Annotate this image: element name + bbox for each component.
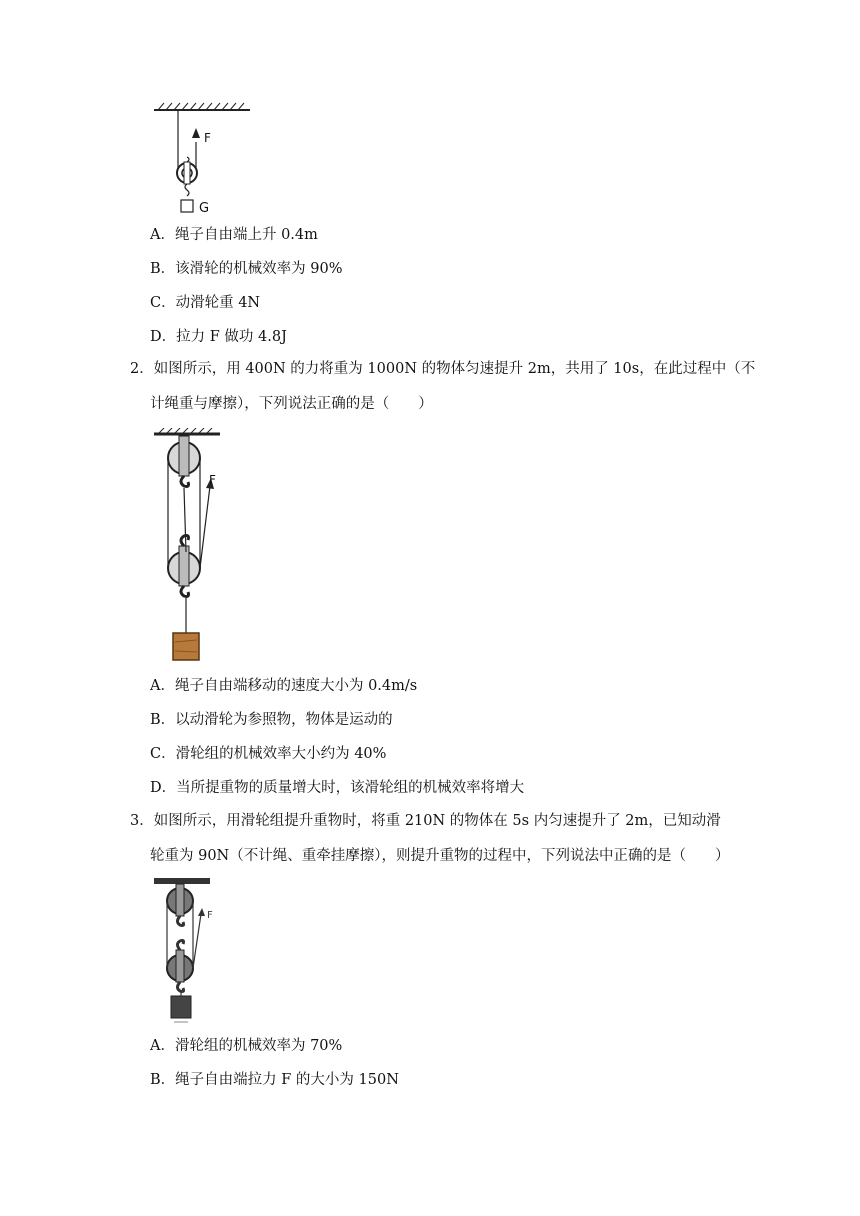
q3-figure-pulley-block [150, 876, 220, 1026]
q3-stem-line-1: 3．如图所示，用滑轮组提升重物时，将重 210N 的物体在 5s 内匀速提升了 2m，已知动滑 [130, 813, 721, 829]
q3-stem-line-2: 轮重为 90N（不计绳、重牵挂摩擦），则提升重物的过程中，下列说法中正确的是（ ） [150, 848, 730, 864]
q2-option-d: D．当所提重物的质量增大时，该滑轮组的机械效率将增大 [150, 780, 525, 796]
q1-force-label: F [204, 131, 211, 145]
q1-option-c: C．动滑轮重 4N [150, 295, 261, 311]
q2-option-b: B．以动滑轮为参照物，物体是运动的 [150, 712, 393, 728]
q3-option-b: B．绳子自由端拉力 F 的大小为 150N [150, 1072, 399, 1088]
q2-stem-line-2: 计绳重与摩擦），下列说法正确的是（ ） [150, 396, 433, 412]
q1-option-a: A．绳子自由端上升 0.4m [150, 227, 318, 243]
q2-stem-line-1: 2．如图所示，用 400N 的力将重为 1000N 的物体匀速提升 2m，共用了 10s，在此过程中（不 [130, 361, 756, 377]
q1-weight-label: G [199, 201, 210, 216]
q2-option-a: A．绳子自由端移动的速度大小为 0.4m/s [150, 678, 418, 694]
q2-option-c: C．滑轮组的机械效率大小约为 40% [150, 746, 387, 762]
q2-figure-pulley-block [150, 428, 240, 663]
q1-option-d: D．拉力 F 做功 4.8J [150, 329, 287, 345]
q3-option-a: A．滑轮组的机械效率为 70% [150, 1038, 343, 1054]
q1-option-b: B．该滑轮的机械效率为 90% [150, 261, 343, 277]
q2-force-label: F [209, 473, 216, 487]
q3-force-label: F [207, 910, 213, 921]
